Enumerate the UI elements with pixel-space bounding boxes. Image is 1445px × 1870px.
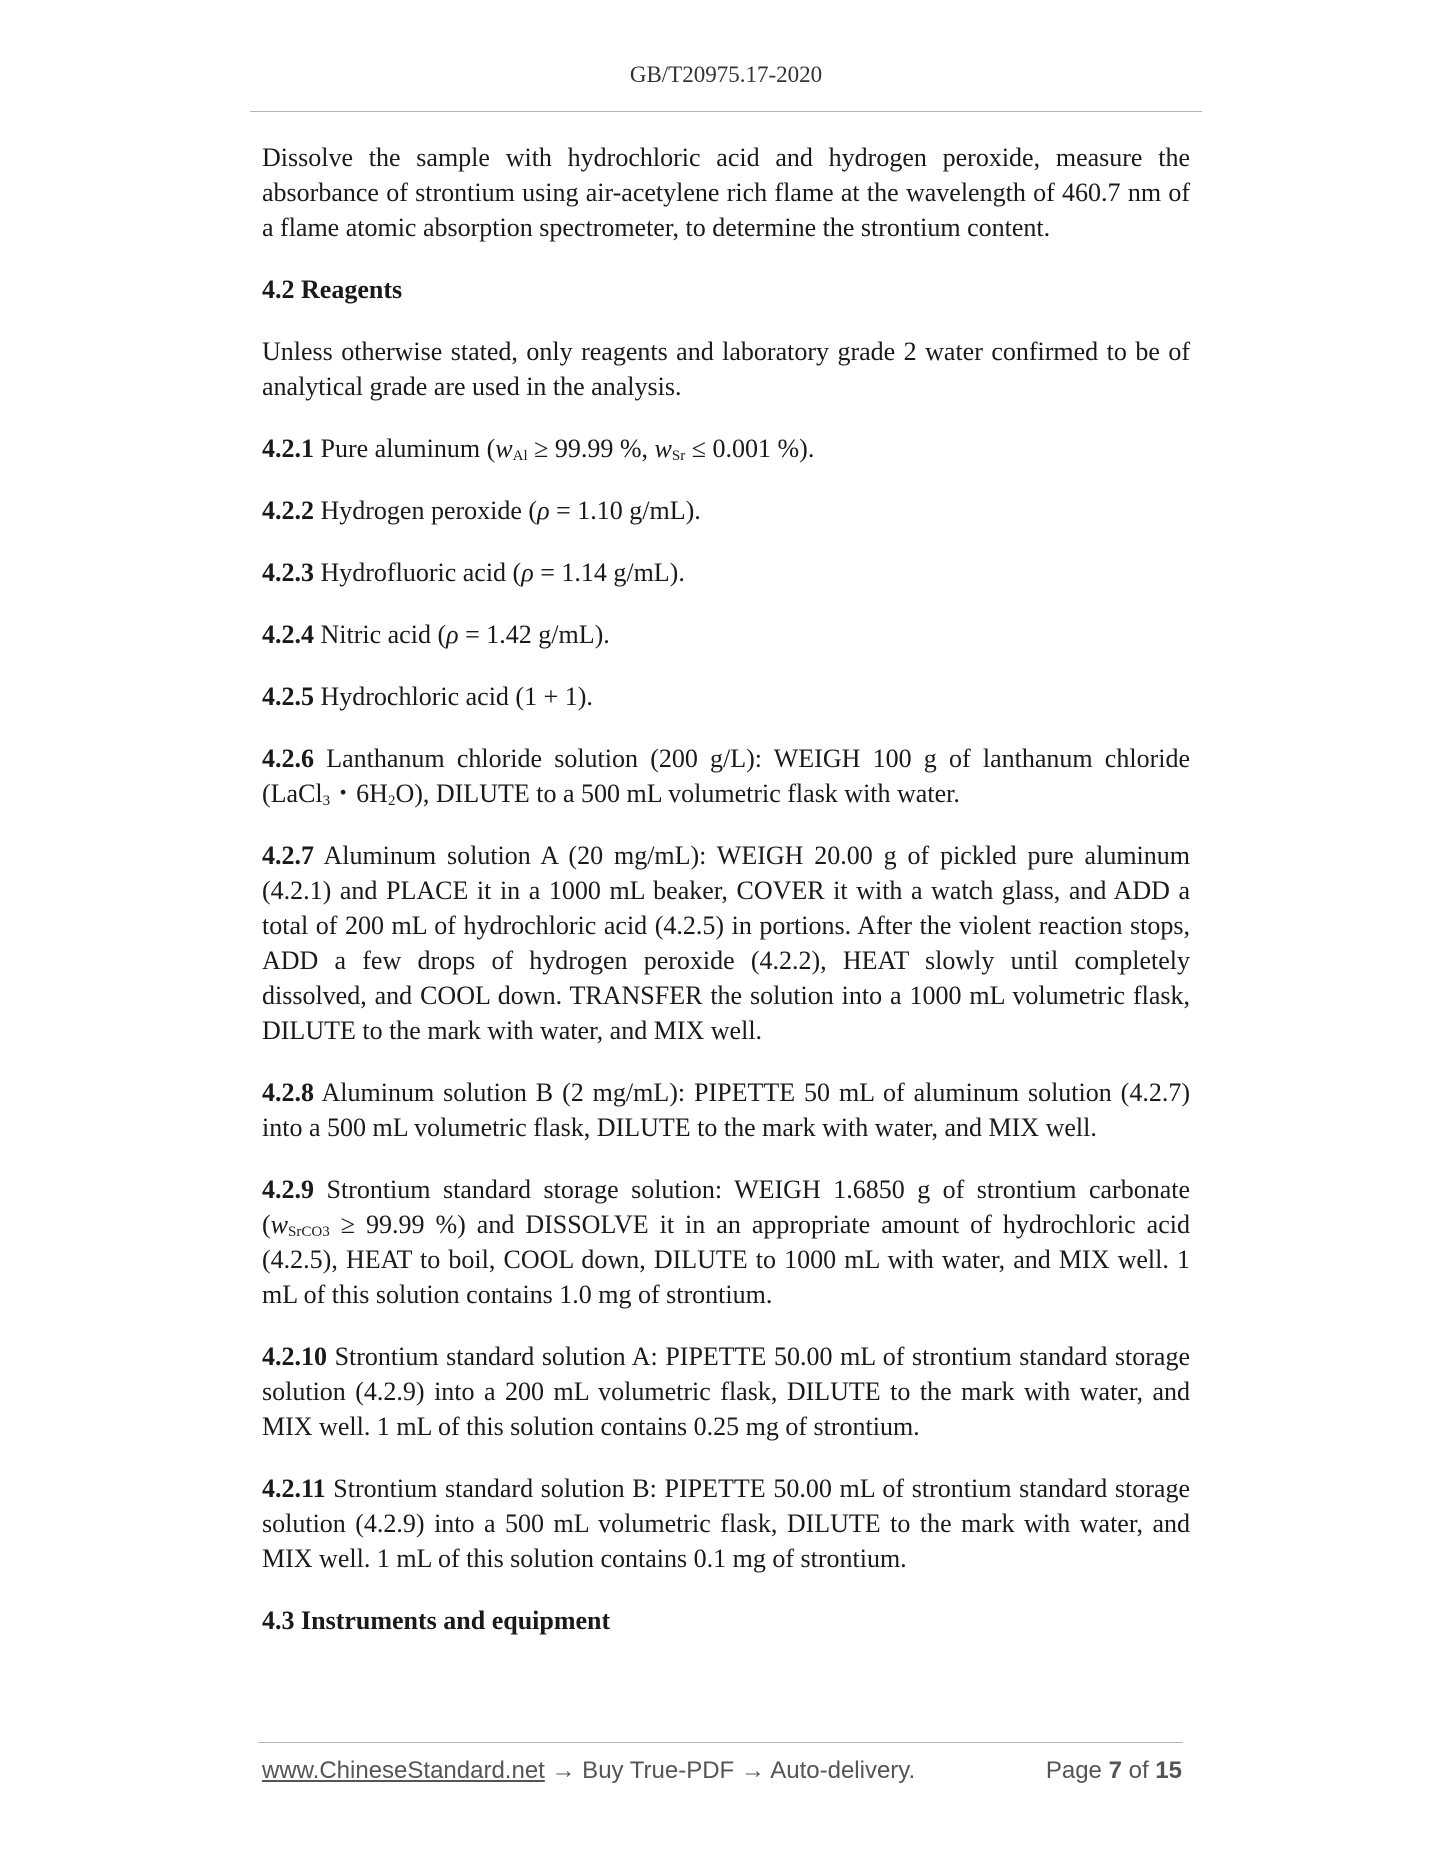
reagent-4-2-4: 4.2.4 Nitric acid (ρ = 1.42 g/mL). (262, 620, 610, 649)
header-divider (250, 111, 1202, 112)
section-heading-reagents: 4.2 Reagents (262, 275, 403, 304)
clause-number: 4.2.2 (262, 496, 314, 525)
intro-paragraph: Dissolve the sample with hydrochloric acid and hydrogen peroxide, measure the absorbance of strontium using air-acetylene rich flame at the wavelength of 460.7 nm of a flame atomic absorption spectrometer, to determine the strontium content. (262, 143, 1190, 242)
clause-number: 4.2.4 (262, 620, 314, 649)
clause-number: 4.2.11 (262, 1474, 326, 1503)
reagent-4-2-3: 4.2.3 Hydrofluoric acid (ρ = 1.14 g/mL). (262, 558, 685, 587)
clause-number: 4.2.6 (262, 744, 314, 773)
reagents-intro: Unless otherwise stated, only reagents and laboratory grade 2 water confirmed to be of analytical grade are used in the analysis. (262, 337, 1190, 401)
clause-number: 4.2.9 (262, 1175, 314, 1204)
clause-number: 4.2.7 (262, 841, 314, 870)
current-page: 7 (1108, 1757, 1122, 1784)
clause-number: 4.2.10 (262, 1342, 327, 1371)
reagent-4-2-6: 4.2.6 Lanthanum chloride solution (200 g/L): WEIGH 100 g of lanthanum chloride (LaCl$_3$・$6H_2O$), DILUTE to a 500 mL volumetric flask with water. (262, 744, 1190, 809)
page-header: GB/T20975.17-2020 (629, 62, 823, 87)
reagent-4-2-8: 4.2.8 Aluminum solution B (2 mg/mL): PIPETTE 50 mL of aluminum solution (4.2.7) into a 500 mL volumetric flask, DILUTE to the mark with water, and MIX well. (262, 1078, 1190, 1142)
clause-number: 4.2.5 (262, 682, 314, 711)
document-body (262, 140, 1190, 1665)
footer-promo-text: → Buy True-PDF → Auto-delivery. (544, 1757, 916, 1784)
reagent-4-2-11: 4.2.11 Strontium standard solution B: PIPETTE 50.00 mL of strontium standard storage solution (4.2.9) into a 500 mL volumetric flask, DILUTE to the mark with water, and MIX well. 1 mL of this solution contains 0.1 mg of strontium. (262, 1474, 1190, 1573)
footer-divider (258, 1742, 1183, 1743)
reagent-4-2-10: 4.2.10 Strontium standard solution A: PIPETTE 50.00 mL of strontium standard storage solution (4.2.9) into a 200 mL volumetric flask, DILUTE to the mark with water, and MIX well. 1 mL of this solution contains 0.25 mg of strontium. (262, 1342, 1190, 1441)
total-pages: 15 (1155, 1757, 1182, 1784)
clause-number: 4.2.3 (262, 558, 314, 587)
clause-number: 4.2.8 (262, 1078, 314, 1107)
reagent-4-2-9: 4.2.9 Strontium standard storage solution: WEIGH 1.6850 g of strontium carbonate ($w_{SrCO3} \ge 99.99$ %) and DISSOLVE it in an appropriate amount of hydrochloric acid (4.2.5), HEAT to boil, COOL down, DILUTE to 1000 mL with water, and MIX well. 1 mL of this solution contains 1.0 mg of strontium. (262, 1175, 1190, 1309)
reagent-4-2-1: 4.2.1 Pure aluminum ($w_{Al} \ge 99.99$ %, $w_{Sr} \le 0.001$ %). (262, 434, 815, 464)
reagent-4-2-2: 4.2.2 Hydrogen peroxide (ρ = 1.10 g/mL). (262, 496, 701, 525)
reagent-4-2-5: 4.2.5 Hydrochloric acid (1 + 1). (262, 682, 593, 711)
clause-number: 4.2.1 (262, 434, 314, 463)
footer-promo (262, 1757, 915, 1785)
page-indicator: Page 7 of 15 (1045, 1757, 1182, 1784)
page-footer (262, 1757, 1182, 1791)
section-heading-instruments: 4.3 Instruments and equipment (262, 1606, 611, 1635)
website-link[interactable]: www.ChineseStandard.net (262, 1757, 545, 1784)
reagent-4-2-7: 4.2.7 Aluminum solution A (20 mg/mL): WEIGH 20.00 g of pickled pure aluminum (4.2.1) and PLACE it in a 1000 mL beaker, COVER it with a watch glass, and ADD a total of 200 mL of hydrochloric acid (4.2.5) in portions. After the violent reaction stops, ADD a few drops of hydrogen peroxide (4.2.2), HEAT slowly until completely dissolved, and COOL down. TRANSFER the solution into a 1000 mL volumetric flask, DILUTE to the mark with water, and MIX well. (262, 841, 1190, 1045)
